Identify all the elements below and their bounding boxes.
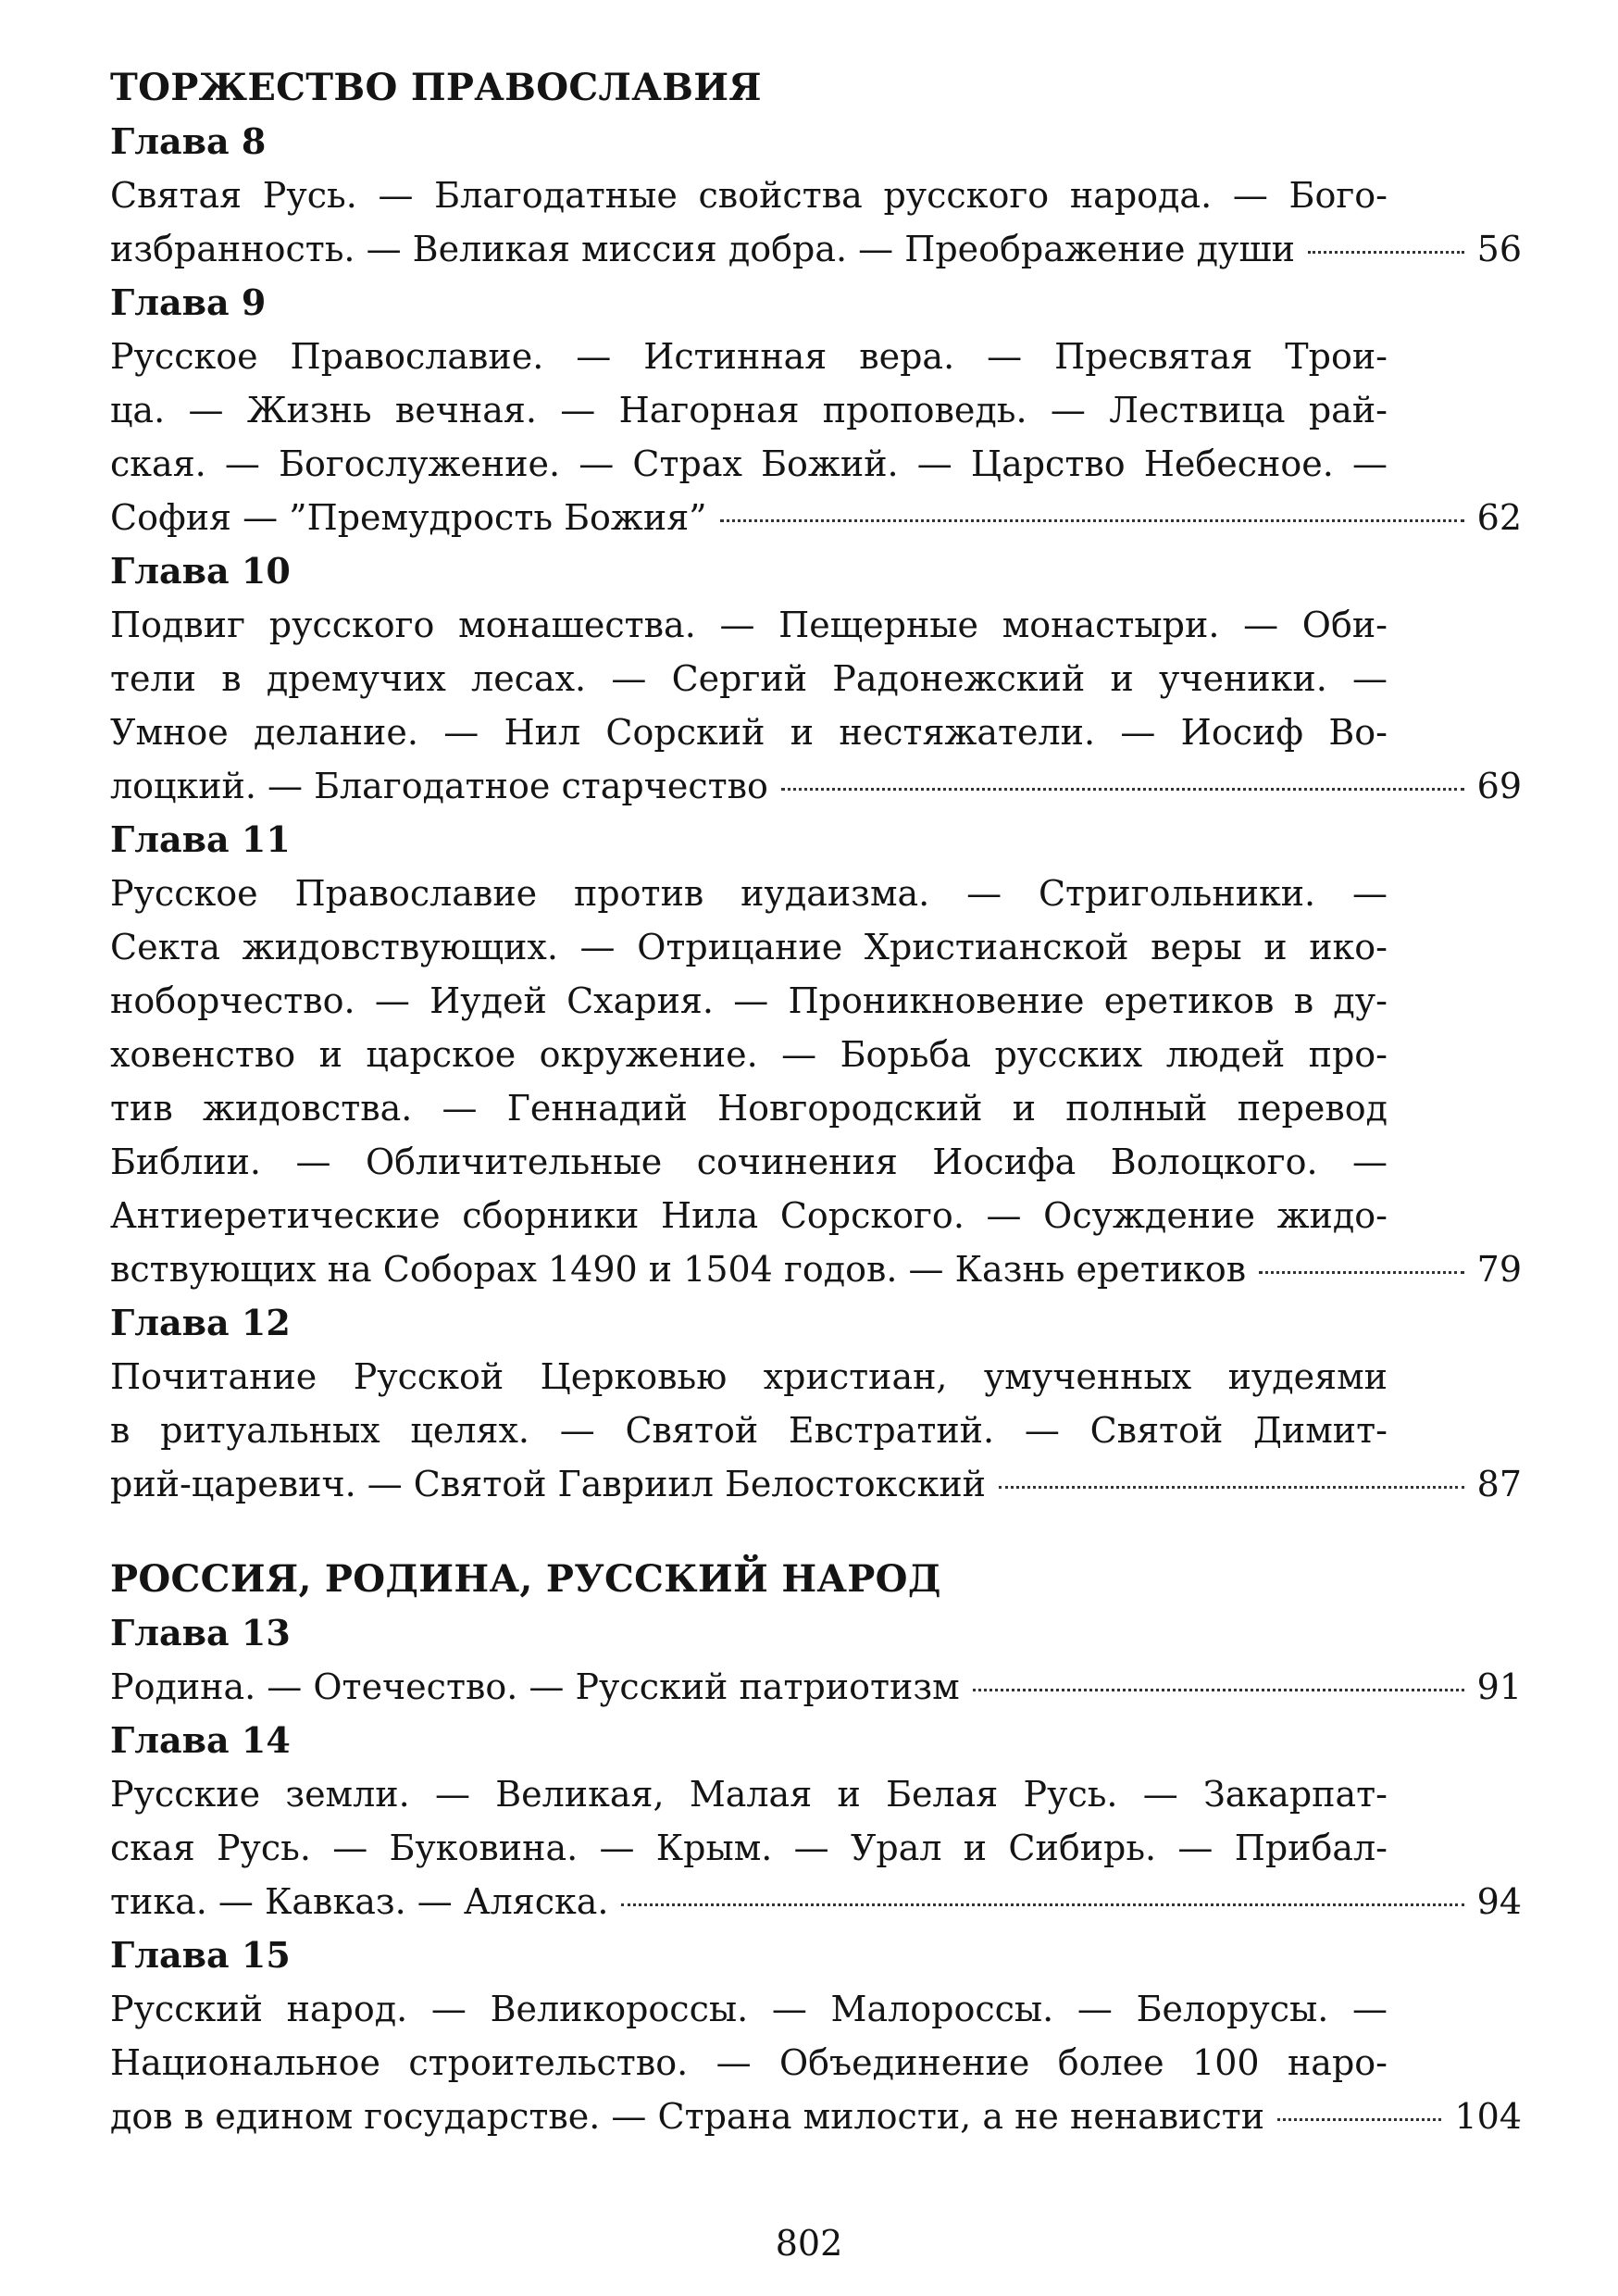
chapter-description [110, 1660, 1522, 1714]
toc-chapter-entry [110, 813, 1522, 1296]
description-line: Национальное строительство. — Объединение более 100 наро- [110, 2042, 1388, 2083]
chapter-description [110, 330, 1522, 544]
description-line: Русский народ. — Великороссы. — Малороссы. — Белорусы. — [110, 1989, 1388, 2029]
dot-leader [720, 519, 1464, 522]
description-line: ская. — Богослужение. — Страх Божий. — Царство Небесное. — [110, 443, 1388, 484]
chapter-description [110, 598, 1522, 813]
description-line: ская Русь. — Буковина. — Крым. — Урал и Сибирь. — Прибал- [110, 1828, 1388, 1868]
chapter-page-number: 56 [1476, 229, 1522, 269]
chapter-heading: Глава 15 [110, 1934, 291, 1976]
description-text: дов в едином государстве. — Страна милости, а не ненависти [110, 2096, 1265, 2137]
chapter-heading: Глава 14 [110, 1719, 291, 1761]
description-line: Библии. — Обличительные сочинения Иосифа Волоцкого. — [110, 1142, 1388, 1182]
dot-leader [999, 1486, 1464, 1489]
table-of-contents [110, 61, 1522, 2143]
description-line: ца. — Жизнь вечная. — Нагорная проповедь. — Лествица рай- [110, 390, 1388, 430]
description-line: ховенство и царское окружение. — Борьба русских людей про- [110, 1034, 1388, 1075]
toc-section [110, 1553, 1522, 2143]
dot-leader [1277, 2118, 1441, 2121]
chapter-heading: Глава 11 [110, 818, 291, 860]
dot-leader [621, 1903, 1463, 1906]
description-line: Антиеретические сборники Нила Сорского. — Осуждение жидо- [110, 1195, 1388, 1236]
description-last-line [110, 2090, 1522, 2143]
description-text: рий-царевич. — Святой Гавриил Белостокский [110, 1464, 987, 1504]
chapter-description [110, 867, 1522, 1296]
dot-leader [973, 1689, 1464, 1691]
toc-chapter-entry [110, 1714, 1522, 1928]
dot-leader [1259, 1271, 1463, 1274]
description-last-line [110, 222, 1522, 276]
chapter-description [110, 1982, 1522, 2143]
description-last-line [110, 759, 1522, 813]
description-line: тели в дремучих лесах. — Сергий Радонежский и ученики. — [110, 658, 1388, 699]
toc-chapter-entry [110, 544, 1522, 813]
description-text: тика. — Кавказ. — Аляска. [110, 1881, 609, 1922]
chapter-page-number: 94 [1476, 1881, 1522, 1922]
description-text: лоцкий. — Благодатное старчество [110, 766, 768, 806]
chapter-page-number: 62 [1476, 497, 1522, 538]
chapter-heading: Глава 8 [110, 120, 267, 162]
toc-chapter-entry [110, 115, 1522, 276]
description-text: София — ”Премудрость Божия” [110, 497, 707, 538]
description-line: Русское Православие. — Истинная вера. — Пресвятая Трои- [110, 336, 1388, 377]
chapter-heading: Глава 10 [110, 550, 291, 592]
description-text: Родина. — Отечество. — Русский патриотизм [110, 1666, 960, 1707]
description-line: тив жидовства. — Геннадий Новгородский и полный перевод [110, 1088, 1388, 1129]
description-text: вствующих на Соборах 1490 и 1504 годов. — Казнь еретиков [110, 1249, 1247, 1290]
toc-chapter-entry [110, 1296, 1522, 1511]
description-line: Святая Русь. — Благодатные свойства русского народа. — Бого- [110, 175, 1388, 216]
chapter-page-number: 87 [1476, 1464, 1522, 1504]
section-title: РОССИЯ, РОДИНА, РУССКИЙ НАРОД [110, 1557, 941, 1601]
section-title: ТОРЖЕСТВО ПРАВОСЛАВИЯ [110, 66, 762, 109]
toc-chapter-entry [110, 276, 1522, 544]
description-line: Русское Православие против иудаизма. — Стригольники. — [110, 873, 1388, 914]
chapter-description [110, 1767, 1522, 1928]
description-line: Умное делание. — Нил Сорский и нестяжатели. — Иосиф Во- [110, 712, 1388, 753]
toc-chapter-entry [110, 1606, 1522, 1714]
description-line: Русские земли. — Великая, Малая и Белая Русь. — Закарпат- [110, 1774, 1388, 1815]
description-text: избранность. — Великая миссия добра. — Преображение души [110, 229, 1295, 269]
description-last-line [110, 1242, 1522, 1296]
dot-leader [781, 788, 1464, 791]
description-line: в ритуальных целях. — Святой Евстратий. — Святой Димит- [110, 1410, 1388, 1451]
description-line: Почитание Русской Церковью христиан, умученных иудеями [110, 1356, 1388, 1397]
chapter-page-number: 79 [1476, 1249, 1522, 1290]
page-number: 802 [775, 2223, 843, 2264]
chapter-heading: Глава 12 [110, 1302, 291, 1343]
toc-chapter-entry [110, 1928, 1522, 2143]
description-last-line [110, 491, 1522, 544]
chapter-page-number: 69 [1476, 766, 1522, 806]
description-last-line [110, 1457, 1522, 1511]
chapter-description [110, 1350, 1522, 1511]
chapter-description [110, 168, 1522, 276]
description-line: Секта жидовствующих. — Отрицание Христианской веры и ико- [110, 927, 1388, 967]
description-last-line [110, 1660, 1522, 1714]
chapter-page-number: 91 [1476, 1666, 1522, 1707]
chapter-page-number: 104 [1454, 2096, 1522, 2137]
description-line: ноборчество. — Иудей Схария. — Проникновение еретиков в ду- [110, 980, 1388, 1021]
toc-section [110, 61, 1522, 1511]
chapter-heading: Глава 9 [110, 281, 267, 323]
description-last-line [110, 1875, 1522, 1928]
description-line: Подвиг русского монашества. — Пещерные монастыри. — Оби- [110, 605, 1388, 645]
chapter-heading: Глава 13 [110, 1612, 291, 1653]
dot-leader [1308, 251, 1464, 254]
